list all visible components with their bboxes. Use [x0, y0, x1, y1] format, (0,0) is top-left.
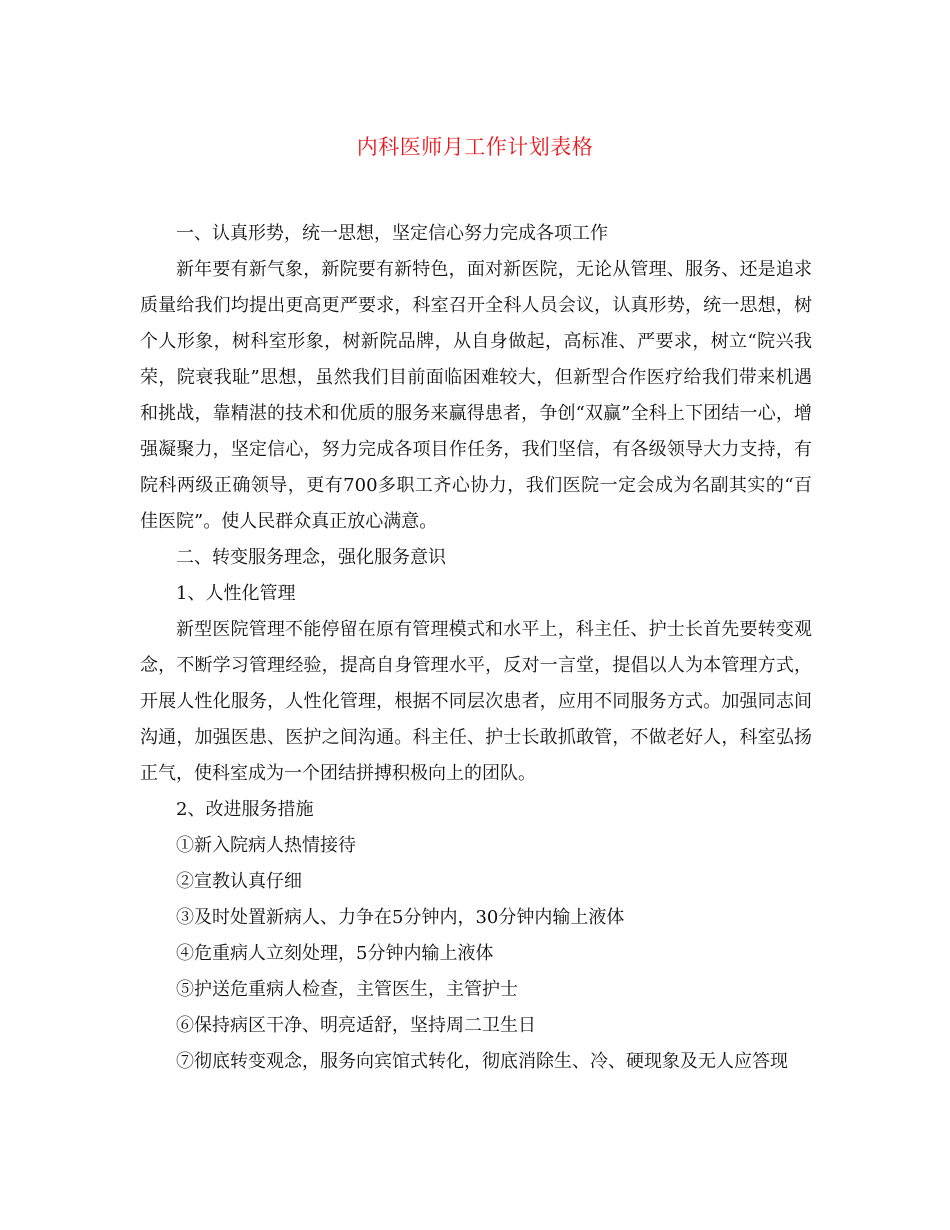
subsection-heading-1: 1、人性化管理: [176, 583, 296, 604]
list-item: ②宣教认真仔细: [176, 871, 302, 892]
paragraph-2: 新型医院管理不能停留在原有管理模式和水平上，科主任、护士长首先要转变观念，不断学习管理经验，提高自身管理水平，反对一言堂，提倡以人为本管理方式，开展人性化服务，人性化管理，根据不同层次患者，应用不同服务方式。加强同志间沟通，加强医患、医护之间沟通。科主任、护士长敢抓敢管，不做老好人，科室弘扬正气，使科室成为一个团结拼搏积极向上的团队。: [140, 619, 812, 784]
section-heading-2: 二、转变服务理念，强化服务意识: [176, 547, 446, 568]
list-item: ⑥保持病区干净、明亮适舒，坚持周二卫生日: [176, 1015, 536, 1036]
list-item: ⑦彻底转变观念，服务向宾馆式转化，彻底消除生、冷、硬现象及无人应答现: [176, 1051, 788, 1072]
list-item: ①新入院病人热情接待: [176, 835, 356, 856]
list-item: ③及时处置新病人、力争在5分钟内，30分钟内输上液体: [176, 907, 625, 928]
list-item: ⑤护送危重病人检查，主管医生，主管护士: [176, 979, 518, 1000]
list-item: ④危重病人立刻处理，5分钟内输上液体: [176, 943, 494, 964]
subsection-heading-2: 2、改进服务措施: [176, 799, 314, 820]
section-heading-1: 一、认真形势，统一思想，坚定信心努力完成各项工作: [176, 223, 608, 244]
document-title: 内科医师月工作计划表格: [356, 135, 594, 159]
document-body: [140, 216, 812, 1080]
paragraph-1: 新年要有新气象，新院要有新特色，面对新医院，无论从管理、服务、还是追求质量给我们均提出更高更严要求，科室召开全科人员会议，认真形势，统一思想，树个人形象，树科室形象，树新院品牌，从自身做起，高标准、严要求，树立“院兴我荣，院衰我耻”思想，虽然我们目前面临困难较大，但新型合作医疗给我们带来机遇和挑战，靠精湛的技术和优质的服务来赢得患者，争创“双赢”全科上下团结一心，增强凝聚力，坚定信心，努力完成各项目作任务，我们坚信，有各级领导大力支持，有院科两级正确领导，更有700多职工齐心协力，我们医院一定会成为名副其实的“百佳医院”。使人民群众真正放心满意。: [140, 259, 812, 532]
